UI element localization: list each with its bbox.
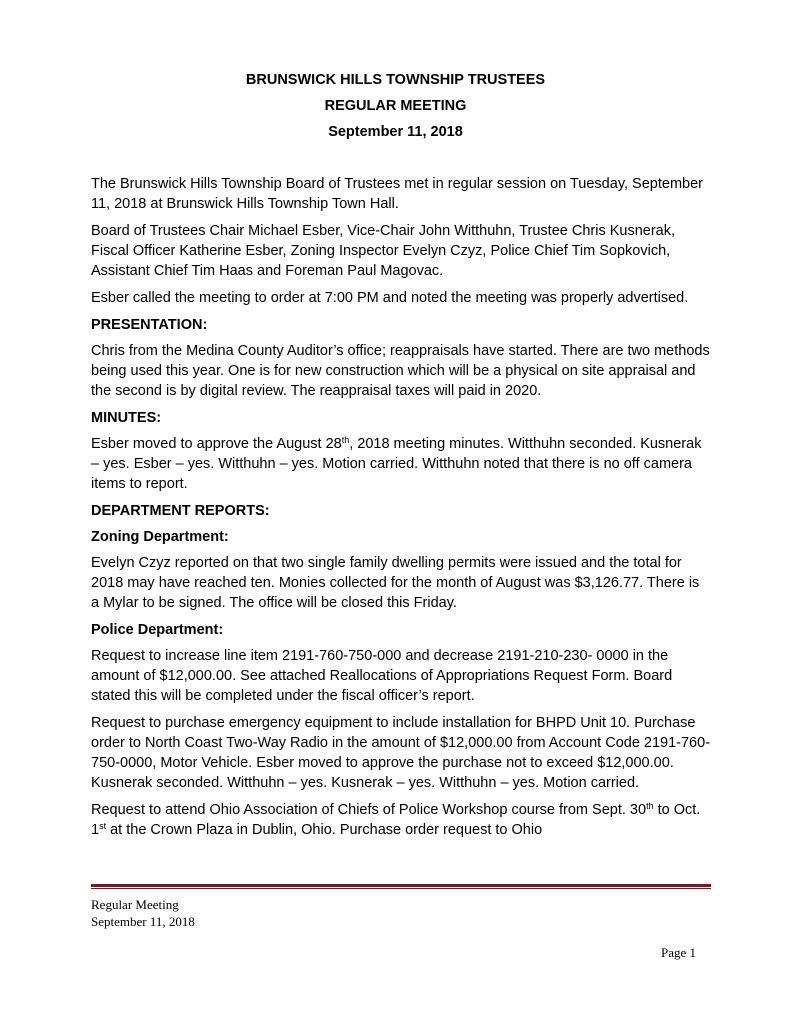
police-paragraph-1: Request to increase line item 2191-760-750-000 and decrease 2191-210-230- 0000 in the amount of $12,000.00. See attached Reallocations of Appropriations Request Form. Board stated this will be completed under the fiscal officer’s report.	[91, 648, 673, 704]
police-paragraph-2: Request to purchase emergency equipment to include installation for BHPD Unit 10. Purchase order to North Coast Two-Way Radio in the amount of $12,000.00 from Account Code 2191-760-750-0000, Motor Vehicle. Esber moved to approve the purchase not to exceed $12,000.00. Kusnerak seconded. Witthuhn – yes. Kusnerak – yes. Witthuhn – yes. Motion carried.	[91, 715, 711, 791]
meeting-date: September 11, 2018	[328, 124, 463, 140]
footer-meeting-type: Regular Meeting	[91, 897, 179, 912]
presentation-heading: PRESENTATION:	[91, 317, 208, 333]
police-superscript-2: st	[99, 821, 107, 831]
presentation-text: Chris from the Medina County Auditor’s office; reappraisals have started. There are two methods being used this year. One is for new construction which will be a physical on site appraisal and the second is by digital review. The reappraisal taxes will paid in 2020.	[91, 343, 710, 399]
footer-divider-thin	[91, 888, 711, 889]
intro-paragraph-1: The Brunswick Hills Township Board of Trustees met in regular session on Tuesday, September 11, 2018 at Brunswick Hills Township Town Hall.	[91, 176, 703, 212]
document-body	[91, 174, 711, 847]
department-reports-heading: DEPARTMENT REPORTS:	[91, 503, 270, 519]
township-title: BRUNSWICK HILLS TOWNSHIP TRUSTEES	[245, 72, 546, 88]
minutes-text-part-1: Esber moved to approve the August 28	[91, 436, 342, 452]
intro-paragraph-2: Board of Trustees Chair Michael Esber, Vice-Chair John Witthuhn, Trustee Chris Kusnerak, Fiscal Officer Katherine Esber, Zoning Inspector Evelyn Czyz, Police Chief Tim Sopkovich, Assistant Chief Tim Haas and Foreman Paul Magovac.	[91, 223, 676, 279]
police-superscript-1: th	[646, 801, 654, 811]
footer-meeting-date: September 11, 2018	[91, 914, 195, 929]
minutes-heading: MINUTES:	[91, 410, 162, 426]
minutes-text	[91, 434, 711, 494]
page-footer	[91, 896, 195, 930]
zoning-text: Evelyn Czyz reported on that two single family dwelling permits were issued and the total for 2018 may have reached ten. Monies collected for the month of August was $3,126.77. There is a Mylar to be signed. The office will be closed this Friday.	[91, 555, 700, 611]
zoning-heading: Zoning Department:	[91, 529, 229, 545]
page-number: Page 1	[660, 945, 696, 960]
police-paragraph-3-part-2: to Oct. 1	[91, 802, 701, 838]
document-header	[0, 70, 791, 148]
intro-paragraph-3: Esber called the meeting to order at 7:00 PM and noted the meeting was properly advertised.	[91, 290, 689, 306]
minutes-superscript: th	[341, 435, 350, 445]
police-heading: Police Department:	[91, 622, 224, 638]
meeting-type: REGULAR MEETING	[324, 98, 467, 114]
police-paragraph-3-part-3: at the Crown Plaza in Dublin, Ohio. Purchase order request to Ohio	[106, 822, 543, 838]
police-paragraph-3	[91, 800, 711, 840]
footer-divider-thick	[91, 884, 711, 887]
police-paragraph-3-part-1: Request to attend Ohio Association of Chiefs of Police Workshop course from Sept. 30	[91, 802, 647, 818]
minutes-text-part-2: , 2018 meeting minutes. Witthuhn seconded. Kusnerak – yes. Esber – yes. Witthuhn – yes. Motion carried. Witthuhn noted that there is no off camera items to report.	[91, 436, 702, 492]
